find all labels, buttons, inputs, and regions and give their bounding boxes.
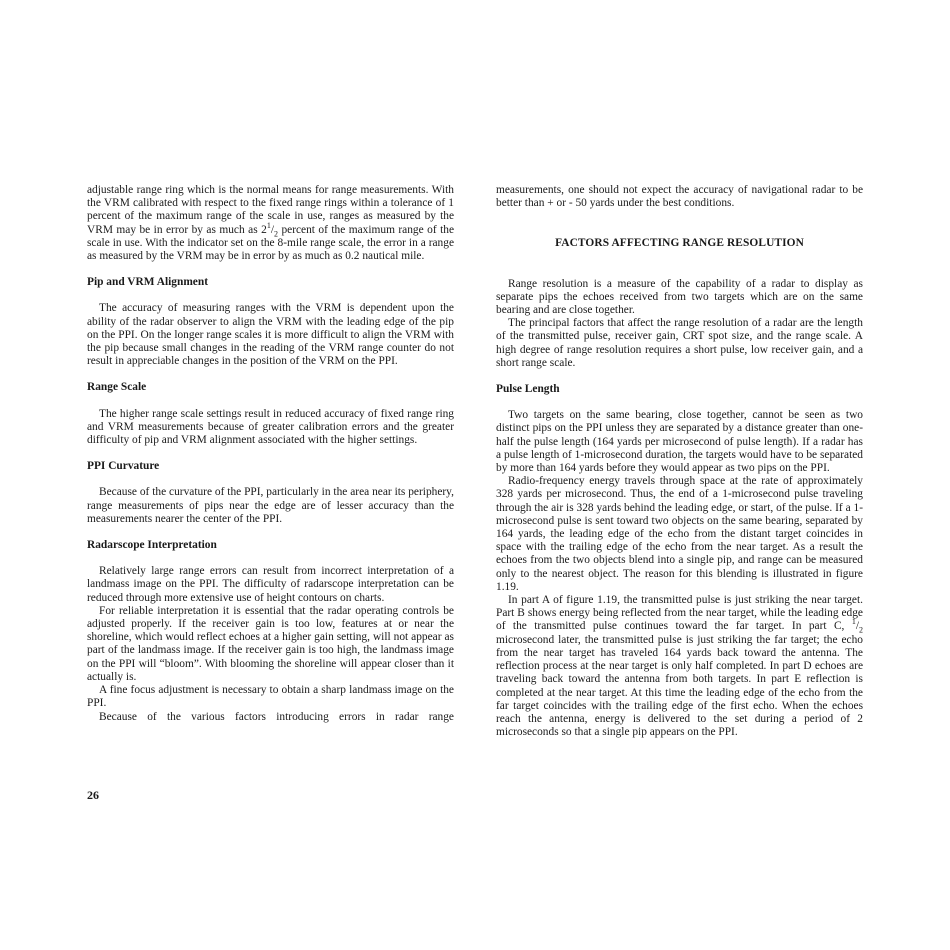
heading-pip-vrm-alignment: Pip and VRM Alignment xyxy=(87,276,208,289)
heading-radarscope-interpretation: Radarscope Interpretation xyxy=(87,539,217,552)
fraction-denominator: 2 xyxy=(273,228,278,238)
fraction-denominator: 2 xyxy=(859,625,863,635)
paragraph: Because of the various factors introducing errors in radar range xyxy=(99,710,454,723)
paragraph: A fine focus adjustment is necessary to obtain a sharp landmass image on the PPI. xyxy=(87,684,454,710)
paragraph: Because of the curvature of the PPI, particularly in the area near its periphery, range measurements of pips near the edge are of lesser accuracy than the measurements nearer the center of the PPI. xyxy=(87,486,454,525)
paragraph: Range resolution is a measure of the capability of a radar to display as separate pips the echoes received from two targets which are on the same bearing and are close together. xyxy=(496,277,863,317)
paragraph: In part A of figure 1.19, the transmitted pulse is just striking the near target. Part B shows energy being reflected from the near target, while the leading edge of the transmitted pulse continues toward the far target. In part C, $^1/_2$ microsecond later, the transmitted pulse is just striking the far target; the echo from the near target has traveled 164 yards back toward the antenna. The reflection process at the near target is only half completed. In part D echoes are traveling back toward the antenna from both targets. In part E reflection is completed at the near target. At this time the leading edge of the echo from the far target coincides with the trailing edge of the first echo. When the echoes reach the antenna, energy is delivered to the set during a period of 2 microseconds so that a single pip appears on the PPI. xyxy=(496,594,863,739)
heading-range-scale: Range Scale xyxy=(87,381,147,394)
fraction-numerator: 1 xyxy=(851,617,856,627)
paragraph-text: percent of the maximum range of the scale in use. With the indicator set on the 8-mile range scale, the error in a range as measured by the VRM may be in error by as much as 0.2 nautical mile. xyxy=(87,223,454,263)
section-title: FACTORS AFFECTING RANGE RESOLUTION xyxy=(555,237,804,250)
paragraph: Radio-frequency energy travels through space at the rate of approximately 328 yards per microsecond. Thus, the end of a 1-microsecond pulse traveling through the air is 328 yards behind the leading edge, or start, of the pulse. If a 1-microsecond pulse is sent toward two objects on the same bearing, separated by 164 yards, the leading edge of the echo from the distant target coincides in space with the trailing edge of the echo from the near target. As a result the echoes from the two objects blend into a single pip, and range can be measured only to the nearest object. The reason for this blending is illustrated in figure 1.19. xyxy=(496,475,863,593)
paragraph-text: adjustable range ring which is the normal means for range measurements. With the VRM calibrated with respect to the fixed range rings within a tolerance of 1 percent of the maximum range of the scale in use, ranges as measured by the VRM may be in error by as much as xyxy=(87,184,454,236)
paragraph: adjustable range ring which is the normal means for range measurements. With the VRM calibrated with respect to the fixed range rings within a tolerance of 1 percent of the maximum range of the scale in use, ranges as measured by the VRM may be in error by as much as $2^1/_2$ percent of the maximum range of the scale in use. With the indicator set on the 8-mile range scale, the error in a range as measured by the VRM may be in error by as much as 0.2 nautical mile. xyxy=(87,184,454,263)
paragraph: Relatively large range errors can result from incorrect interpretation of a landmass image on the PPI. The difficulty of radarscope interpretation can be reduced through more extensive use of height contours on charts. xyxy=(87,565,454,604)
heading-ppi-curvature: PPI Curvature xyxy=(87,460,160,473)
fraction-whole: 2 xyxy=(261,223,267,236)
paragraph: For reliable interpretation it is essential that the radar operating controls be adjusted properly. If the receiver gain is too low, features at or near the shoreline, which would reflect echoes at a higher gain setting, will not appear as part of the landmass image. If the receiver gain is too high, the landmass image on the PPI will “bloom”. With blooming the shoreline will appear closer than it actually is. xyxy=(87,604,454,683)
paragraph: measurements, one should not expect the accuracy of navigational radar to be better than + or - 50 yards under the best conditions. xyxy=(496,184,863,210)
right-column xyxy=(496,184,863,739)
paragraph: The principal factors that affect the range resolution of a radar are the length of the transmitted pulse, receiver gain, CRT spot size, and the range scale. A high degree of range resolution requires a short pulse, low receiver gain, and a short range scale. xyxy=(496,317,863,369)
page-number: 26 xyxy=(87,788,99,802)
paragraph: Two targets on the same bearing, close together, cannot be seen as two distinct pips on the PPI unless they are separated by a distance greater than one-half the pulse length (164 yards per microsecond of pulse length). If a radar has a pulse length of 1-microsecond duration, the targets would have to be separated by more than 164 yards before they would appear as two pips on the PPI. xyxy=(496,409,863,475)
paragraph: The higher range scale settings result in reduced accuracy of fixed range ring and VRM measurements because of greater calibration errors and the greater difficulty of pip and VRM alignment associated with the higher settings. xyxy=(87,407,454,447)
paragraph: The accuracy of measuring ranges with the VRM is dependent upon the ability of the radar observer to align the VRM with the leading edge of the pip on the PPI. On the longer range scales it is more difficult to align the VRM with the pip because small changes in the reading of the VRM range counter do not result in appreciable changes in the position of the VRM on the PPI. xyxy=(87,302,454,368)
fraction-numerator: 1 xyxy=(266,220,271,230)
left-column xyxy=(87,184,454,724)
heading-pulse-length: Pulse Length xyxy=(496,383,560,396)
paragraph-text: microsecond later, the transmitted pulse is just striking the far target; the echo from the near target has traveled 164 yards back toward the antenna. The reflection process at the near target is only half completed. In part D echoes are traveling back toward the antenna from both targets. In part E reflection is completed at the near target. At this time the leading edge of the echo from the far target coincides with the trailing edge of the first echo. When the echoes reach the antenna, energy is delivered to the set during a period of 2 microseconds so that a single pip appears on the PPI. xyxy=(496,633,863,739)
paragraph-text: In part A of figure 1.19, the transmitted pulse is just striking the near target. Part B shows energy being reflected from the near target, while the leading edge of the transmitted pulse continues toward the far target. In part C, xyxy=(496,594,863,633)
